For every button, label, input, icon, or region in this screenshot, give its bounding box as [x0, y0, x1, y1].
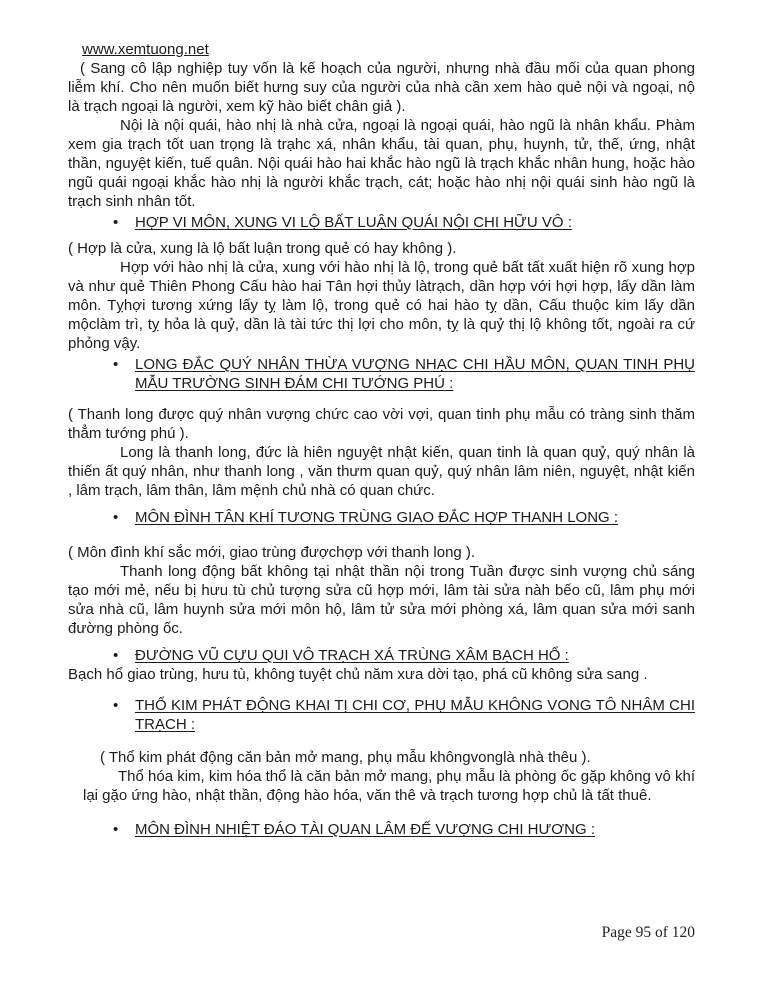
paragraph-hop-body: Hợp với hào nhị là cửa, xung với hào nhị là lộ, trong quẻ bất tất xuất hiện rõ xung hợp và như quẻ Thiên Phong Cấu hào hai Tân hợi thủy làtrạch, dần hợp với hợi hợp, lấy dần làm môn. Tỵhợi tương xứng lấy tỵ làm lộ, trong quẻ có hai hào tỵ dần, Cấu thuộc kim lấy dần mộclàm trì, tỵ hỏa là quỷ, dần là tài tức thị lợi cho môn, tỵ là quỷ thị lộ không tốt, ngoài ra cứ phỏng vậy.	[68, 259, 695, 352]
bullet-icon: •	[113, 697, 119, 714]
bullet-icon: •	[113, 356, 119, 373]
paragraph-group-hop	[68, 239, 695, 353]
section-heading-text: HỢP VI MÔN, XUNG VI LỘ BẤT LUẬN QUÁI NỘI CHI HỮU VÔ :	[135, 214, 572, 231]
section-heading-mon-dinh-nhiet	[68, 820, 695, 839]
site-url-link[interactable]: www.xemtuong.net	[82, 41, 209, 58]
paragraph-group-long	[68, 405, 695, 500]
paragraph-long-body: Long là thanh long, đức là hiên nguyệt nhật kiến, quan tinh là quan quỷ, quý nhân là thiến ất quý nhân, như thanh long , văn thưm quan quỷ, quý nhân lâm niên, nguyệt, nhật kiến , lâm trạch, lâm thân, lâm mệnh chủ nhà có quan chức.	[68, 444, 695, 499]
paragraph-group-tho-kim	[83, 748, 695, 805]
paragraph-tho-paren: ( Thổ kim phát động căn bản mở mang, phụ mẫu khôngvonglà nhà thêu ).	[100, 749, 591, 766]
bullet-icon: •	[113, 821, 119, 838]
section-heading-text: MÔN ĐÌNH NHIỆT ĐÁO TÀI QUAN LÂM ĐẾ VƯỢNG CHI HƯƠNG :	[135, 821, 595, 838]
paragraph-mon-body: Thanh long động bất không tại nhật thần nội trong Tuần được sinh vượng chủ sáng tạo mới mẻ, nếu bị hưu tù chủ tượng sửa cũ hợp mới, lâm tài sửa nàh bếo cũ, lâm phụ mới sửa nhà cũ, lâm huynh sửa mới môn hộ, lâm tử sửa mới phòng xá, lâm quan sửa mới sanh đường phòng ốc.	[68, 563, 695, 637]
paragraph-noi-quai: Nội là nội quái, hào nhị là nhà cửa, ngoại là ngoại quái, hào ngũ là nhân khẩu. Phàm xem gia trạch tốt uan trọng là trạhc xá, nhân khẩu, tài quan, phụ, huynh, tử, thế, ứng, nhật thần, nguyệt kiến, tuế quân. Nội quái hào hai khắc hào ngũ là trạch khắc nhân hung, hoặc hào ngũ quái ngoại khắc hào nhị là người khắc trạch, cát; hoặc hào nhị nội quái sinh hào ngũ là trạch sinh nhân tốt.	[68, 117, 695, 210]
section-heading-text: MÔN ĐÌNH TÂN KHÍ TƯƠNG TRÙNG GIAO ĐẮC HỢP THANH LONG :	[135, 509, 619, 526]
section-heading-text: ĐƯỜNG VŨ CỰU QUI VÔ TRẠCH XÁ TRÙNG XÂM BẠCH HỔ :	[135, 647, 569, 664]
paragraph-mon-paren: ( Môn đình khí sắc mới, giao trùng đượchợp với thanh long ).	[68, 544, 476, 561]
bullet-icon: •	[113, 214, 119, 231]
paragraph-group-mon-dinh	[68, 543, 695, 638]
section-heading-duong-vu	[68, 646, 695, 665]
paragraph-intro: ( Sang cô lập nghiệp tuy vốn là kế hoạch của người, nhưng nhà đầu mối của quan phong liễm khí. Cho nên muốn biết hưng suy của người của nhà cần xem hào quẻ nội và ngoại, nộ là trạch ngoại là người, xem kỹ hào biết chân giả ).	[68, 60, 695, 115]
paragraph-tho-body: Thổ hóa kim, kim hóa thổ là căn bản mở mang, phụ mẫu là phòng ốc gặp không vô khí lại gặo ứng hào, nhật thần, động hào hóa, văn thê và trạch tương hợp chủ là tất thuê.	[83, 768, 695, 804]
paragraph-hop-paren: ( Hợp là cửa, xung là lộ bất luận trong quẻ có hay không ).	[68, 240, 457, 257]
section-heading-text: LONG ĐẮC QUÝ NHÂN THỪA VƯỢNG NHẠC CHI HẦU MÔN, QUAN TINH PHỤ MẪU TRƯỜNG SINH ĐÁM CHI TƯỚNG PHÚ :	[135, 356, 695, 392]
section-heading-text: THỔ KIM PHÁT ĐỘNG KHAI TỊ CHI CƠ, PHỤ MẪU KHÔNG VONG TÔ NHÂM CHI TRẠCH :	[135, 697, 695, 733]
bullet-icon: •	[113, 509, 119, 526]
section-heading-long-dac	[68, 355, 695, 393]
section-heading-hop-vi-mon	[68, 213, 695, 232]
section-heading-mon-dinh-tan	[68, 508, 695, 527]
paragraph-long-paren: ( Thanh long được quý nhân vượng chức cao vời vợi, quan tinh phụ mẫu có tràng sinh thăm thẳm tướng phú ).	[68, 406, 695, 442]
page-number: Page 95 of 120	[601, 924, 695, 941]
section-heading-tho-kim	[68, 696, 695, 734]
paragraph-bach-ho: Bạch hổ giao trùng, hưu tù, không tuyệt chủ năm xưa dời tạo, phá cũ không sửa sang .	[68, 666, 648, 683]
bullet-icon: •	[113, 647, 119, 664]
